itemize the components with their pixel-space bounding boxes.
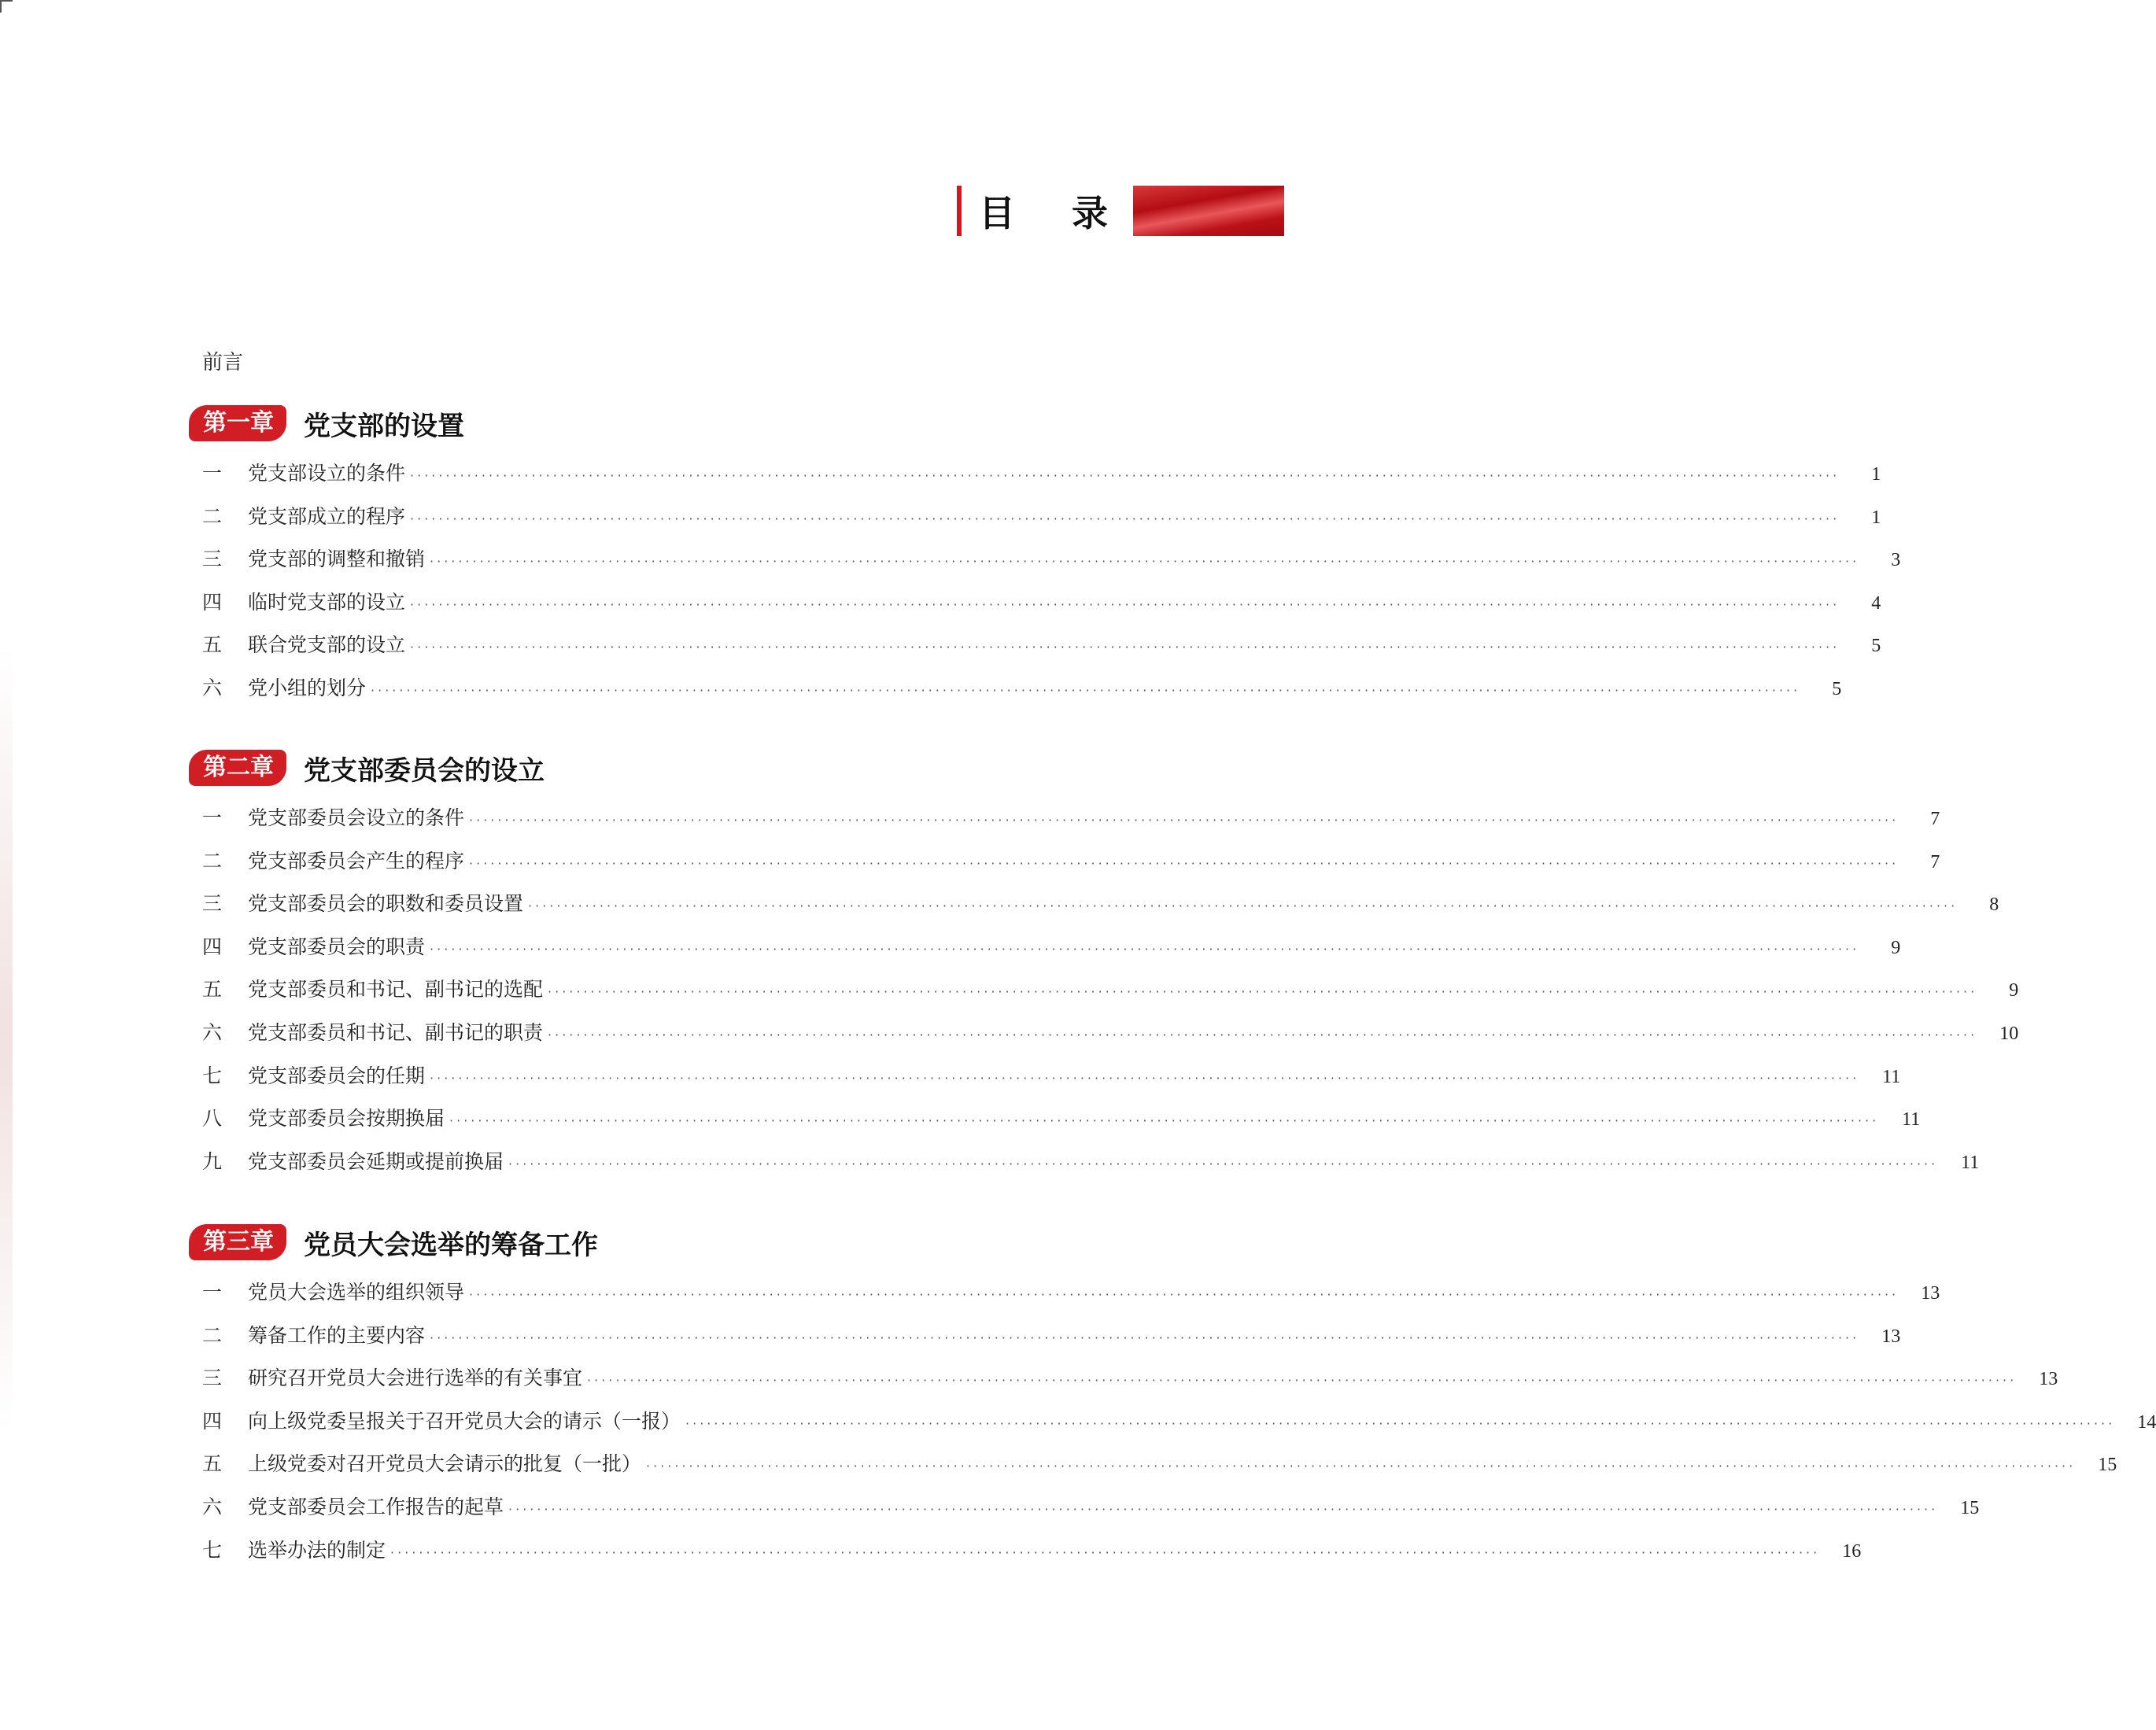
toc-entry-number: 一 [202,1281,223,1304]
dot-leader: ········································································································································································································ [410,640,1840,655]
toc-entry[interactable] [189,802,1940,846]
toc-entry[interactable] [189,673,1842,716]
toc-entry-page: 14 [2137,1411,2156,1433]
chapter-title: 党员大会选举的筹备工作 [304,1229,598,1261]
toc-entry[interactable] [189,1363,2058,1406]
toc-entry-title: 党支部委员和书记、副书记的职责 [248,1020,544,1044]
dot-leader: ········································································································································································································ [390,1544,1821,1560]
toc-entry[interactable] [189,501,1881,544]
toc-entry-title: 党支部委员会设立的条件 [248,806,465,829]
toc-entry[interactable] [189,1320,1901,1363]
chapter-badge: 第一章 [189,405,286,441]
toc-entry-page: 7 [1930,851,1940,872]
toc-entry-page: 15 [2098,1455,2117,1476]
toc-entry-title: 党支部委员和书记、副书记的选配 [248,978,544,1001]
toc-entry-title: 选举办法的制定 [248,1538,386,1562]
toc-entry-title: 党支部成立的程序 [248,504,406,528]
toc-entry-number: 八 [202,1107,223,1131]
chapter-badge: 第三章 [189,1224,286,1260]
dot-leader: ········································································································································································································ [430,1330,1860,1345]
toc-entry-title: 党支部委员会的职责 [248,935,426,958]
toc-entry-title: 党支部的调整和撤销 [248,548,426,571]
toc-entry-title: 党支部委员会按期换届 [248,1107,445,1131]
title-accent-bar [957,186,962,236]
toc-entry[interactable] [189,974,2019,1017]
dot-leader: ········································································································································································································ [410,511,1840,526]
toc-entry[interactable] [189,1146,1980,1190]
dot-leader: ········································································································································································································ [430,554,1860,570]
dot-leader: ········································································································································································································ [508,1501,1939,1517]
toc-entry-title: 党支部委员会产生的程序 [248,849,465,872]
toc-entry-number: 三 [202,892,223,916]
toc-entry-page: 11 [1902,1109,1921,1131]
toc-entry-number: 四 [202,1409,223,1433]
toc-entry-page: 5 [1832,678,1842,699]
toc-entry[interactable] [189,846,1940,889]
toc-entry-number: 六 [202,1020,223,1044]
toc-header [957,186,1284,236]
toc-entry-number: 三 [202,548,223,571]
dot-leader: ········································································································································································································ [469,1287,1899,1302]
toc-entry-title: 党支部设立的条件 [248,462,406,485]
toc-entry-page: 15 [1960,1497,1980,1518]
toc-entry-page: 10 [1999,1023,2019,1044]
toc-entry-page: 5 [1871,636,1881,657]
toc-entry-page: 13 [1881,1326,1901,1347]
toc-entry-title: 党员大会选举的组织领导 [248,1281,465,1304]
dot-leader: ········································································································································································································ [410,468,1840,483]
dot-leader: ········································································································································································································ [685,1415,2116,1431]
toc-entry-page: 11 [1961,1152,1980,1173]
toc-entry[interactable] [189,544,1901,587]
chapter-item-list [189,458,1901,716]
toc-entry[interactable] [189,1061,1901,1104]
toc-entry-page: 1 [1871,464,1881,485]
toc-entry[interactable] [189,1406,2156,1449]
toc-entry-title: 上级党委对召开党员大会请示的批复（一批） [248,1452,642,1476]
toc-entry-number: 七 [202,1064,223,1087]
toc-entry-number: 六 [202,1495,223,1518]
chapter-title: 党支部委员会的设立 [304,754,545,787]
toc-entry-number: 二 [202,1323,223,1347]
dot-leader: ········································································································································································································ [548,984,1978,1000]
dot-leader: ········································································································································································································ [371,682,1801,698]
toc-entry-number: 五 [202,1452,223,1476]
chapter-heading[interactable] [189,747,1102,788]
toc-entry-title: 党支部委员会的职数和委员设置 [248,892,524,916]
toc-entry-page: 9 [2009,980,2019,1001]
toc-entry[interactable] [189,458,1881,501]
chapter-title: 党支部的设置 [304,410,464,442]
chapter-1 [189,403,1901,716]
toc-entry[interactable] [189,1277,1940,1320]
dot-leader: ········································································································································································································ [469,813,1899,828]
toc-entry-page: 8 [1989,895,1999,916]
chapter-item-list [189,1277,2156,1577]
chapter-2 [189,747,2019,1189]
toc-entry-page: 1 [1871,507,1881,528]
title-ribbon [1133,186,1284,236]
toc-entry-title: 研究召开党员大会进行选举的有关事宜 [248,1367,583,1390]
toc-entry-number: 四 [202,590,223,614]
toc-entry[interactable] [189,629,1881,673]
toc-entry[interactable] [189,888,1999,931]
toc-entry-page: 13 [2039,1369,2058,1390]
dot-leader: ········································································································································································································ [430,941,1860,957]
toc-entry-title: 向上级党委呈报关于召开党员大会的请示（一报） [248,1409,681,1433]
chapter-heading[interactable] [189,403,1102,444]
dot-leader: ········································································································································································································ [528,898,1958,914]
toc-entry-page: 4 [1871,592,1881,614]
toc-entry[interactable] [189,1535,1862,1578]
dot-leader: ········································································································································································································ [449,1113,1880,1129]
toc-entry-title: 党支部委员会的任期 [248,1064,426,1087]
toc-entry-title: 筹备工作的主要内容 [248,1323,426,1347]
toc-entry[interactable] [189,587,1881,630]
toc-entry-number: 一 [202,806,223,829]
dot-leader: ········································································································································································································ [469,855,1899,871]
toc-entry-number: 二 [202,849,223,872]
toc-entry[interactable] [189,931,1901,975]
toc-entry-title: 临时党支部的设立 [248,590,406,614]
toc-entry-title: 党小组的划分 [248,676,367,699]
crop-mark [0,0,13,13]
toc-entry-page: 9 [1891,937,1901,958]
toc-entry-number: 五 [202,978,223,1001]
toc-entry-page: 3 [1891,550,1901,571]
chapter-3 [189,1222,2156,1577]
toc-entry-number: 一 [202,462,223,485]
chapter-badge: 第二章 [189,750,286,786]
dot-leader: ········································································································································································································ [548,1027,1978,1042]
toc-entry[interactable] [189,1448,2117,1492]
toc-entry-page: 11 [1882,1066,1901,1087]
toc-entry-number: 九 [202,1149,223,1173]
page-title: 目 录 [978,192,1130,234]
toc-entry-page: 16 [1842,1540,1862,1562]
toc-entry[interactable] [189,1017,2019,1061]
toc-entry-number: 五 [202,633,223,657]
dot-leader: ········································································································································································································ [410,596,1840,612]
chapter-item-list [189,802,2019,1189]
toc-entry-number: 二 [202,504,223,528]
dot-leader: ········································································································································································································ [587,1373,2018,1389]
toc-entry[interactable] [189,1103,1921,1146]
toc-entry-page: 13 [1921,1283,1940,1304]
toc-entry[interactable] [189,1492,1980,1535]
dot-leader: ········································································································································································································ [508,1156,1939,1171]
dot-leader: ········································································································································································································ [646,1459,2077,1474]
toc-foreword[interactable]: 前言 [202,351,244,374]
toc-entry-number: 三 [202,1367,223,1390]
toc-entry-page: 7 [1930,809,1940,829]
page-edge-shading [0,645,13,1432]
chapter-heading[interactable] [189,1222,1102,1263]
toc-entry-title: 联合党支部的设立 [248,633,406,657]
toc-entry-number: 四 [202,935,223,958]
toc-entry-number: 六 [202,676,223,699]
toc-entry-title: 党支部委员会工作报告的起草 [248,1495,504,1518]
toc-entry-number: 七 [202,1538,223,1562]
toc-entry-title: 党支部委员会延期或提前换届 [248,1149,504,1173]
dot-leader: ········································································································································································································ [430,1070,1860,1086]
